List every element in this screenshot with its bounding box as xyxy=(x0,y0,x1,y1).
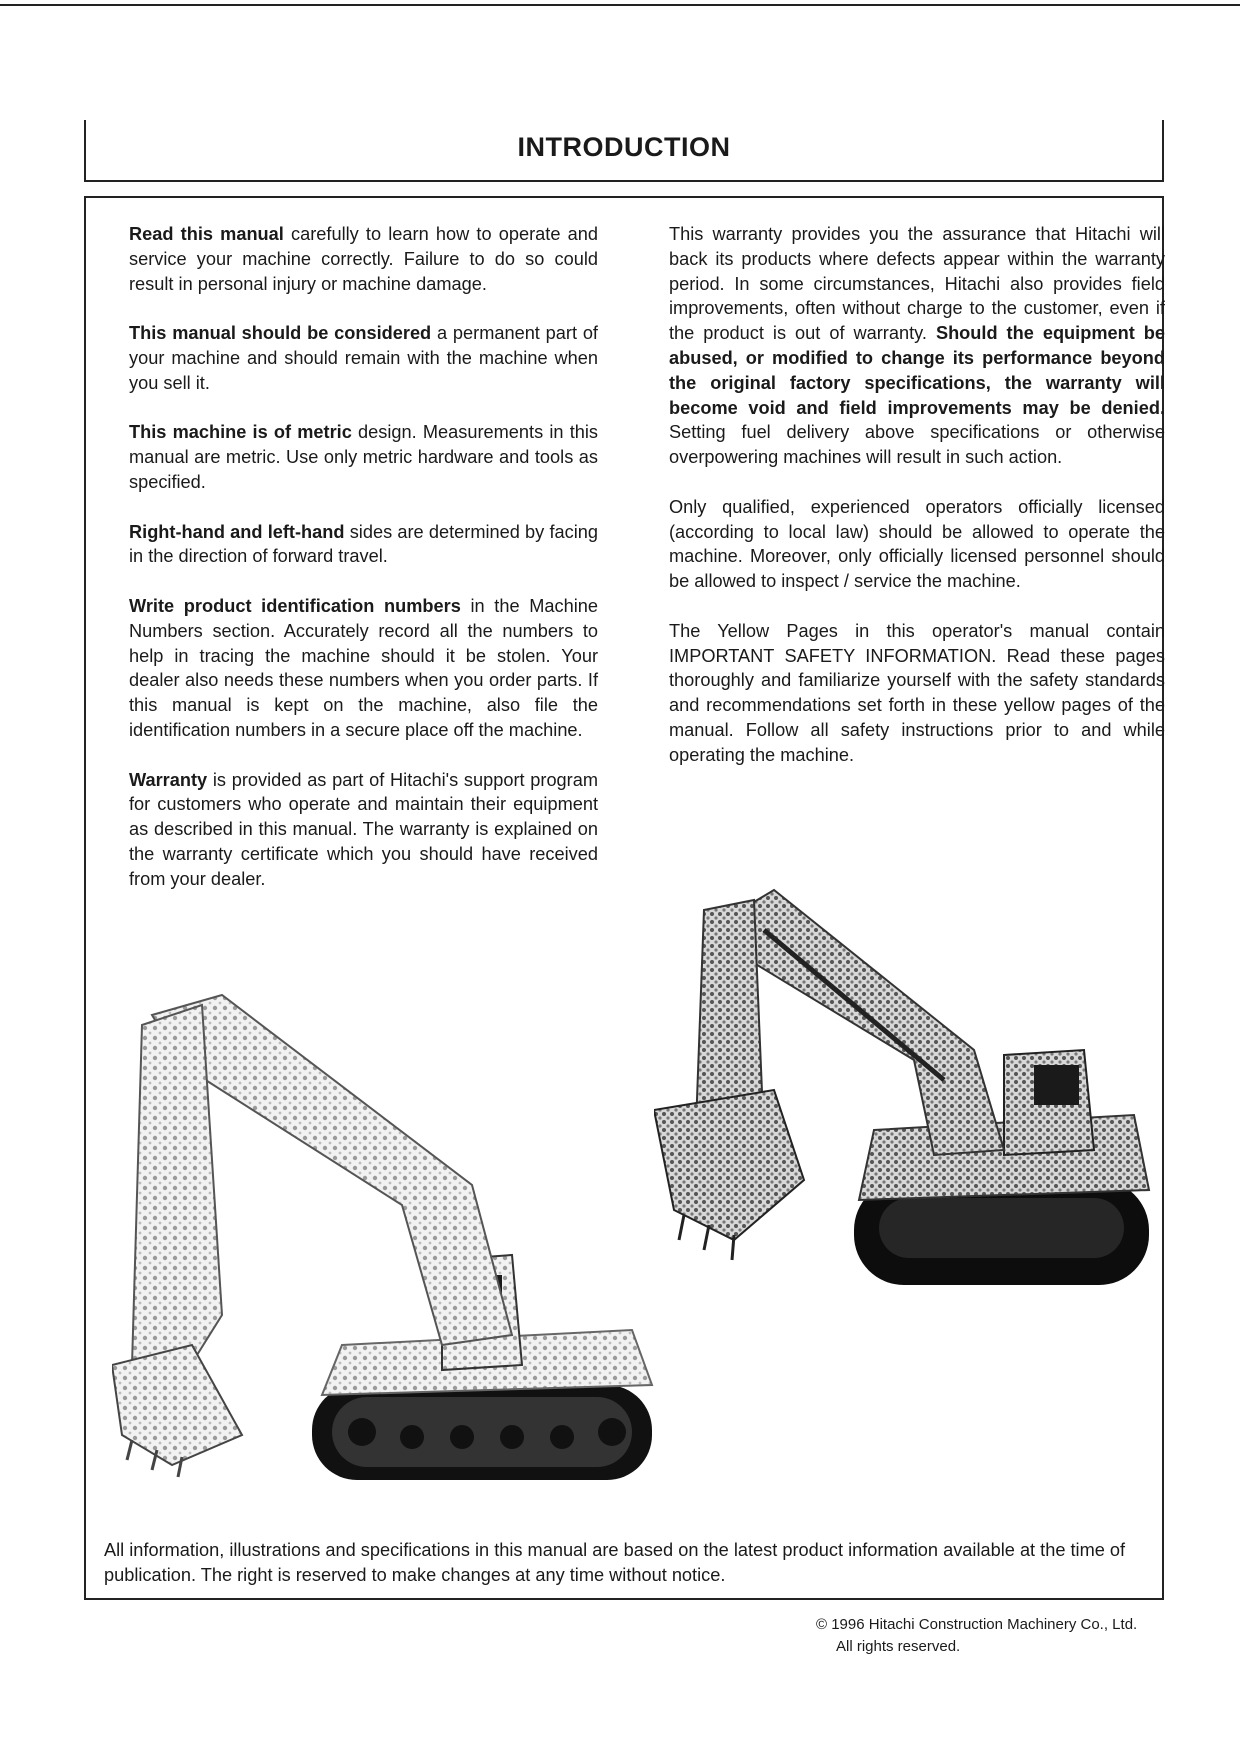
right-column xyxy=(669,222,1165,792)
top-rule xyxy=(0,4,1240,6)
header-box xyxy=(84,120,1164,182)
paragraph-read-manual: Read this manual carefully to learn how to operate and service your machine correctly. Failure to do so could result in personal injury or machine damage. xyxy=(129,224,598,294)
page-title: INTRODUCTION xyxy=(517,132,731,162)
paragraph-permanent-part: This manual should be considered a permanent part of your machine and should remain with the machine when you sell it. xyxy=(129,323,598,393)
paragraph-sides: Right-hand and left-hand sides are determined by facing in the direction of forward travel. xyxy=(129,521,599,567)
excavator-illustration-right xyxy=(654,880,1154,1290)
copyright-notice xyxy=(816,1614,1137,1658)
excavator-illustration-left xyxy=(112,985,702,1485)
paragraph-metric: This machine is of metric design. Measurements in this manual are metric. Use only metric hardware and tools as specified. xyxy=(129,422,599,492)
disclaimer-note: All information, illustrations and specifications in this manual are based on the latest product information available at the time of publication. The right is reserved to make changes at any time without notice. xyxy=(104,1540,1126,1585)
paragraph-qualified-operators: Only qualified, experienced operators officially licensed (according to local law) should be allowed to operate the machine. Moreover, only officially licensed personnel should be allowed to inspect / service the machine. xyxy=(669,496,1165,592)
paragraph-warranty: Warranty is provided as part of Hitachi's support program for customers who operate and maintain their equipment as described in this manual. The warranty is explained on the warranty certificate which you should have received from your dealer. xyxy=(129,769,598,889)
left-column xyxy=(129,222,598,916)
paragraph-warranty-assurance: This warranty provides you the assurance that Hitachi will back its products where defects appear within the warranty period. In some circumstances, Hitachi also provides field improvements, often without charge to the customer, even if the product is out of warranty. Should the equipment be abused, or modified to change its performance beyond the original factory specifications, the warranty will become void and field improvements may be denied. Setting fuel delivery above specifications or otherwise overpowering machines will result in such action. xyxy=(669,224,1165,468)
copyright-line: © 1996 Hitachi Construction Machinery Co., Ltd. xyxy=(816,1616,1138,1633)
paragraph-identification: Write product identification numbers in the Machine Numbers section. Accurately record all the numbers to help in tracing the machine should it be stolen. Your dealer also needs these numbers when you order parts. If this manual is kept on the machine, also file the identification numbers in a secure place off the machine. xyxy=(129,595,598,740)
paragraph-yellow-pages: The Yellow Pages in this operator's manual contain IMPORTANT SAFETY INFORMATION. Read these pages thoroughly and familiarize yourself with the safety standards and recommendations set forth in these yellow pages of the manual. Follow all safety instructions prior to and while operating the machine. xyxy=(669,620,1165,765)
rights-line: All rights reserved. xyxy=(836,1638,961,1655)
